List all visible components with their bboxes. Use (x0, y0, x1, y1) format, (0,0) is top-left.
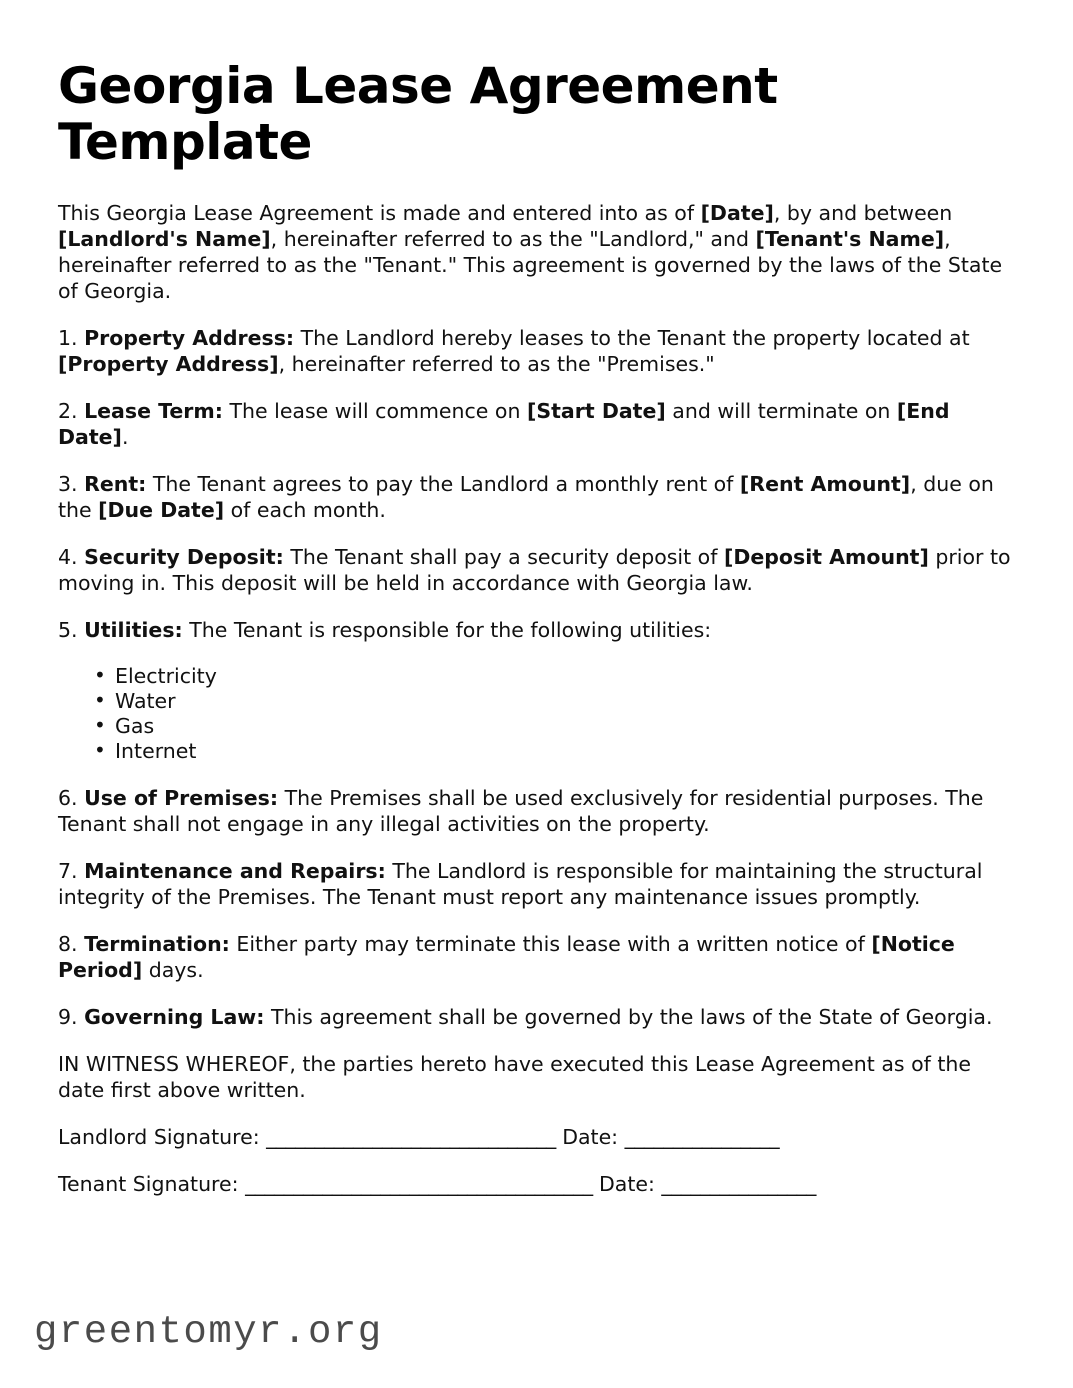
list-item: • Gas (94, 714, 1013, 739)
section-number: 1. (58, 326, 85, 350)
section-number: 9. (58, 1005, 85, 1029)
section-number: 6. (58, 786, 85, 810)
section-rent (58, 471, 1013, 523)
section-heading: Use of Premises: (84, 786, 279, 810)
section-number: 8. (58, 932, 85, 956)
section-text-2: , due on the (58, 472, 994, 522)
page-title: Georgia Lease Agreement Template (58, 57, 778, 171)
section-text-1: The lease will commence on (222, 399, 527, 423)
intro-text-2: , by and between (773, 201, 953, 225)
utilities-list (58, 664, 1013, 764)
section-property-address (58, 325, 1013, 377)
landlord-signature-row (58, 1124, 1013, 1150)
section-text-2: days. (142, 958, 204, 982)
section-heading: Property Address: (84, 326, 295, 350)
section-governing-law (58, 1004, 1013, 1030)
placeholder-end-date: [End Date] (58, 399, 950, 449)
section-text-1: This agreement shall be governed by the laws of the State of Georgia. (264, 1005, 993, 1029)
section-use-of-premises (58, 785, 1013, 837)
section-number: 7. (58, 859, 85, 883)
section-termination (58, 931, 1013, 983)
intro-paragraph (58, 200, 1013, 304)
section-security-deposit (58, 544, 1013, 596)
placeholder-start-date: [Start Date] (527, 399, 666, 423)
section-text-3: of each month. (224, 498, 386, 522)
section-heading: Termination: (84, 932, 230, 956)
landlord-signature-label: Landlord Signature: (58, 1125, 267, 1149)
tenant-signature-line[interactable]: ____________________________________ (245, 1172, 593, 1196)
section-maintenance-and-repairs (58, 858, 1013, 910)
tenant-signature-label: Tenant Signature: (58, 1172, 246, 1196)
section-heading: Maintenance and Repairs: (84, 859, 386, 883)
section-text-2: prior to moving in. This deposit will be held in accordance with Georgia law. (58, 545, 1011, 595)
placeholder-tenant-name: [Tenant's Name] (755, 227, 945, 251)
section-number: 4. (58, 545, 85, 569)
tenant-signature-row (58, 1171, 1013, 1197)
list-item: • Electricity (94, 664, 1013, 689)
site-watermark: greentomyr.org (34, 1310, 383, 1354)
placeholder-rent-amount: [Rent Amount] (739, 472, 911, 496)
section-text-1: The Landlord is responsible for maintaining the structural integrity of the Premises. The Tenant must report any maintenance issues promptly. (58, 859, 983, 909)
section-heading: Utilities: (84, 618, 183, 642)
section-text-2: , hereinafter referred to as the "Premises." (278, 352, 715, 376)
placeholder-notice-period: [Notice Period] (58, 932, 955, 982)
section-heading: Security Deposit: (84, 545, 284, 569)
section-heading: Rent: (84, 472, 147, 496)
tenant-date-label: Date: (592, 1172, 662, 1196)
section-text-1: The Tenant shall pay a security deposit of (283, 545, 724, 569)
landlord-signature-line[interactable]: ______________________________ (266, 1125, 556, 1149)
list-item: • Internet (94, 739, 1013, 764)
intro-text-4: , hereinafter referred to as the "Tenant." This agreement is governed by the laws of the State of Georgia. (58, 227, 1003, 303)
section-number: 5. (58, 618, 85, 642)
placeholder-landlord-name: [Landlord's Name] (58, 227, 271, 251)
placeholder-date: [Date] (700, 201, 774, 225)
section-text-1: The Premises shall be used exclusively for residential purposes. The Tenant shall not engage in any illegal activities on the property. (58, 786, 984, 836)
section-text-1: The Landlord hereby leases to the Tenant the property located at (294, 326, 970, 350)
placeholder-property-address: [Property Address] (58, 352, 279, 376)
section-text-1: The Tenant agrees to pay the Landlord a monthly rent of (146, 472, 740, 496)
section-text-1: The Tenant is responsible for the following utilities: (182, 618, 712, 642)
section-utilities (58, 617, 1013, 643)
section-text-2: and will terminate on (665, 399, 897, 423)
section-heading: Lease Term: (84, 399, 223, 423)
section-text-1: Either party may terminate this lease with a written notice of (229, 932, 872, 956)
list-item: • Water (94, 689, 1013, 714)
tenant-date-line[interactable]: ________________ (661, 1172, 816, 1196)
section-text-3: . (121, 425, 129, 449)
intro-text-1: This Georgia Lease Agreement is made and entered into as of (58, 201, 701, 225)
landlord-date-label: Date: (555, 1125, 625, 1149)
section-number: 3. (58, 472, 85, 496)
witness-clause: IN WITNESS WHEREOF, the parties hereto have executed this Lease Agreement as of the date first above written. (58, 1052, 971, 1102)
placeholder-deposit-amount: [Deposit Amount] (723, 545, 929, 569)
section-heading: Governing Law: (84, 1005, 265, 1029)
placeholder-due-date: [Due Date] (98, 498, 225, 522)
section-lease-term (58, 398, 1013, 450)
section-number: 2. (58, 399, 85, 423)
landlord-date-line[interactable]: ________________ (624, 1125, 780, 1149)
intro-text-3: , hereinafter referred to as the "Landlord," and (270, 227, 756, 251)
